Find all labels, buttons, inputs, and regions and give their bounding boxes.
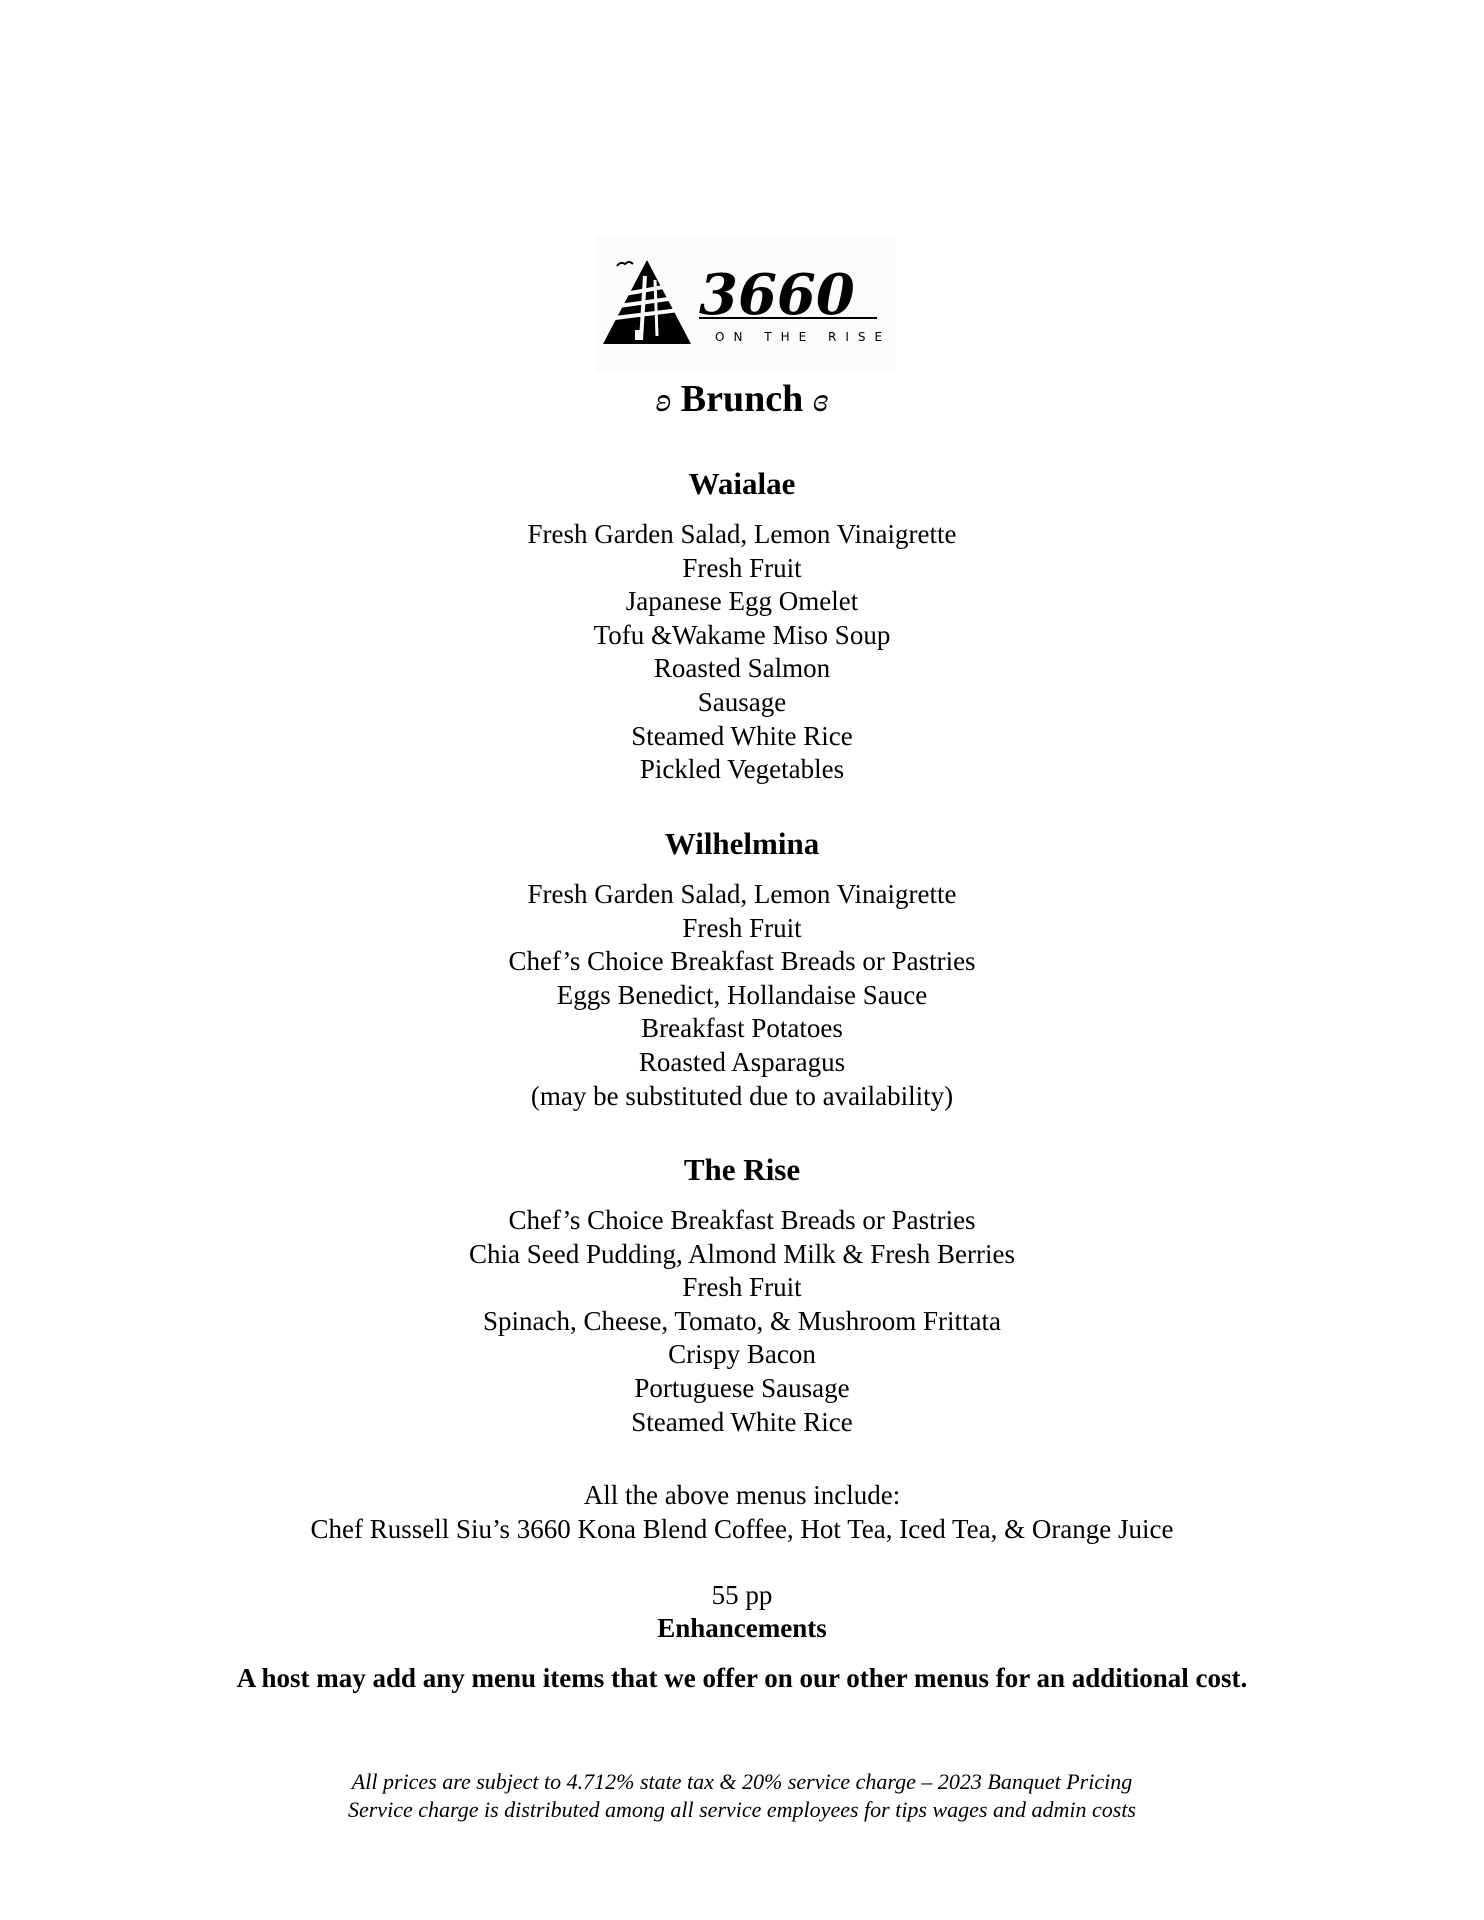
footer-service-note: Service charge is distributed among all service employees for tips wages and admin costs <box>347 1797 1136 1822</box>
pricing-footer <box>0 1768 1484 1824</box>
menu-item: Chef’s Choice Breakfast Breads or Pastries <box>508 1205 976 1235</box>
page-title-text: Brunch <box>680 378 804 420</box>
page-title <box>0 374 1484 426</box>
menu-item: Tofu &Wakame Miso Soup <box>593 619 891 650</box>
menu-item: Japanese Egg Omelet <box>625 586 859 617</box>
logo-tagline: ON THE RISE <box>715 330 892 344</box>
section-heading: The Rise <box>683 1152 801 1187</box>
menu-item: Fresh Fruit <box>682 912 802 943</box>
menu-section-waialae <box>0 464 1484 787</box>
menu-item: Chef’s Choice Breakfast Breads or Pastries <box>508 946 976 977</box>
section-heading: Waialae <box>688 466 796 501</box>
menu-item-list <box>0 1204 1484 1439</box>
menu-item: Portuguese Sausage <box>634 1372 850 1403</box>
menu-item: Roasted Salmon <box>653 653 831 684</box>
menu-item: Spinach, Cheese, Tomato, & Mushroom Frittata <box>482 1305 1002 1336</box>
footer-tax-note: All prices are subject to 4.712% state tax & 20% service charge – 2023 Banquet Pricing <box>351 1769 1133 1794</box>
menu-section-wilhelmina <box>0 824 1484 1113</box>
enhancements-note: A host may add any menu items that we offer on our other menus for an additional cost. <box>236 1663 1248 1693</box>
menu-item: Fresh Garden Salad, Lemon Vinaigrette <box>527 519 957 549</box>
menu-item: Pickled Vegetables <box>639 754 845 785</box>
left-ornament-icon: ʚ <box>655 382 672 419</box>
menu-item: Sausage <box>697 686 787 717</box>
menu-item: Chia Seed Pudding, Almond Milk & Fresh Berries <box>469 1238 1015 1269</box>
logo-number: 3660 <box>699 262 855 328</box>
logo-graphic <box>595 236 895 372</box>
right-ornament-icon: ɞ <box>812 382 829 419</box>
enhancements-heading: Enhancements <box>657 1613 827 1643</box>
menu-item-list <box>0 878 1484 1113</box>
includes-intro: All the above menus include: <box>583 1480 901 1510</box>
section-heading: Wilhelmina <box>664 826 820 861</box>
menu-item: Fresh Fruit <box>682 552 802 583</box>
includes-beverages: Chef Russell Siu’s 3660 Kona Blend Coffee, Hot Tea, Iced Tea, & Orange Juice <box>310 1514 1174 1544</box>
menu-item: Eggs Benedict, Hollandaise Sauce <box>556 979 928 1010</box>
menu-item: (may be substituted due to availability) <box>530 1080 954 1111</box>
menu-item: Steamed White Rice <box>631 720 853 751</box>
included-beverages <box>0 1478 1484 1546</box>
menu-item-list <box>0 518 1484 787</box>
restaurant-logo <box>595 236 895 372</box>
menu-item: Fresh Garden Salad, Lemon Vinaigrette <box>527 879 957 909</box>
price-per-person: 55 pp <box>711 1580 773 1610</box>
menu-section-the-rise <box>0 1150 1484 1439</box>
menu-item: Crispy Bacon <box>668 1339 816 1370</box>
menu-item: Fresh Fruit <box>682 1272 802 1303</box>
menu-item: Roasted Asparagus <box>638 1046 846 1077</box>
menu-item: Steamed White Rice <box>631 1406 853 1437</box>
menu-item: Breakfast Potatoes <box>641 1013 843 1044</box>
